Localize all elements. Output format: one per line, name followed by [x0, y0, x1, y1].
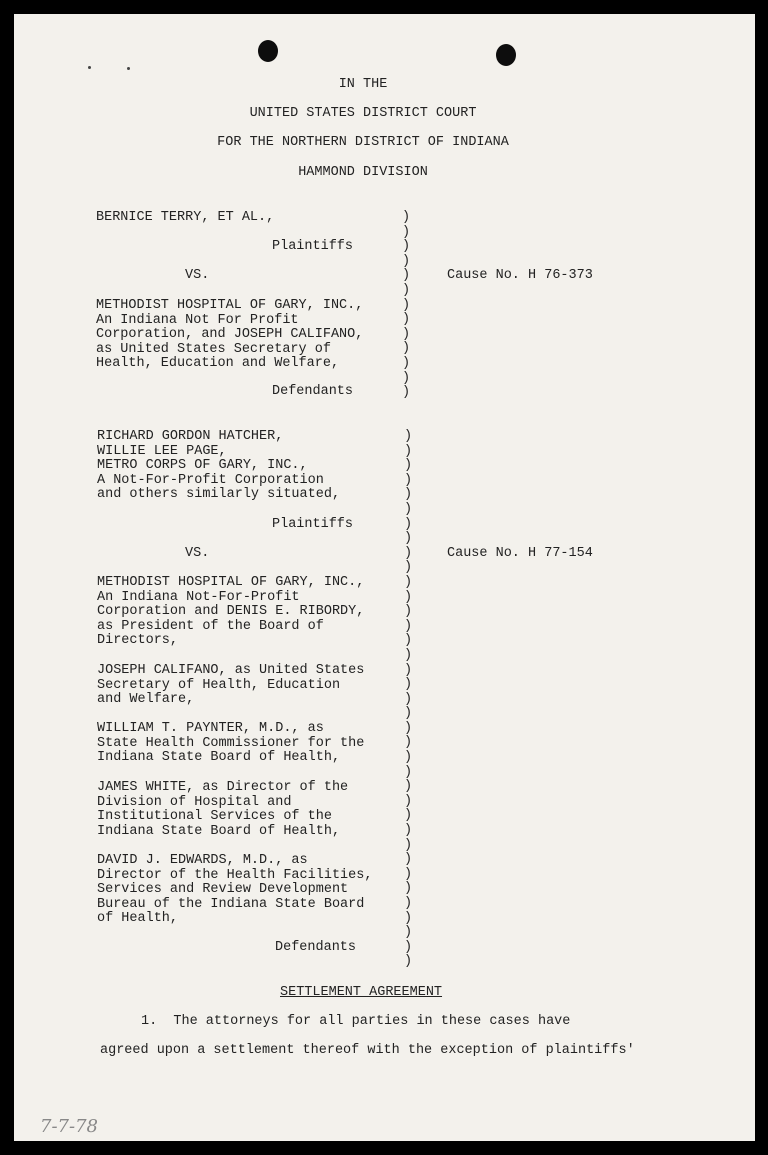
- case2-defendant-edwards: DAVID J. EDWARDS, M.D., as Director of the Health Facilities, Services and Review Development Bureau of the Indiana State Board of Health,: [97, 853, 373, 927]
- court-heading-district: FOR THE NORTHERN DISTRICT OF INDIANA: [217, 135, 509, 150]
- case1-plaintiff: BERNICE TERRY, ET AL.,: [96, 210, 275, 225]
- case2-vs: VS.: [185, 546, 210, 561]
- case1-defendants-label: Defendants: [272, 384, 354, 399]
- court-heading-name: UNITED STATES DISTRICT COURT: [249, 106, 477, 121]
- case2-defendant-methodist: METHODIST HOSPITAL OF GARY, INC., An Indiana Not-For-Profit Corporation and DENIS E. RIBORDY, as President of the Board of Directors,: [97, 575, 365, 649]
- settlement-paragraph-line1: 1. The attorneys for all parties in these cases have: [141, 1014, 571, 1029]
- punch-hole: [496, 44, 516, 66]
- court-heading-division: HAMMOND DIVISION: [298, 165, 428, 180]
- case1-cause-number: Cause No. H 76-373: [447, 268, 593, 283]
- case2-defendant-califano: JOSEPH CALIFANO, as United States Secretary of Health, Education and Welfare,: [97, 663, 365, 708]
- case2-defendants-label: Defendants: [275, 940, 357, 955]
- speck: [127, 67, 130, 70]
- case2-defendant-white: JAMES WHITE, as Director of the Division of Hospital and Institutional Services of the Indiana State Board of Health,: [97, 780, 349, 839]
- case2-plaintiffs-label: Plaintiffs: [272, 517, 354, 532]
- case2-plaintiffs: RICHARD GORDON HATCHER, WILLIE LEE PAGE, METRO CORPS OF GARY, INC., A Not-For-Profit Corporation and others similarly situated,: [97, 429, 341, 503]
- case1-caption-parens: ) ) ) ) ) ) ) ) ) ) ) ) ): [402, 210, 411, 401]
- case1-plaintiffs-label: Plaintiffs: [272, 239, 354, 254]
- case2-cause-number: Cause No. H 77-154: [447, 546, 593, 561]
- handwritten-date: 7-7-78: [40, 1116, 98, 1137]
- settlement-paragraph-line2: agreed upon a settlement thereof with the exception of plaintiffs': [100, 1043, 635, 1058]
- settlement-title: SETTLEMENT AGREEMENT: [280, 985, 443, 1000]
- speck: [88, 66, 91, 69]
- case1-defendants: METHODIST HOSPITAL OF GARY, INC., An Indiana Not For Profit Corporation, and JOSEPH CALIFANO, as United States Secretary of Health, Education and Welfare,: [96, 298, 364, 372]
- case2-caption-parens: ) ) ) ) ) ) ) ) ) ) ) ) ) ) ) ) ) ) ) ) ) ) ) ) ) ) ) ) ) ) ) ) ) ) ) ) ): [404, 429, 413, 970]
- court-heading-in-the: IN THE: [338, 77, 388, 92]
- document-page: [14, 14, 755, 1141]
- case1-vs: VS.: [185, 268, 210, 283]
- punch-hole: [258, 40, 278, 62]
- case2-defendant-paynter: WILLIAM T. PAYNTER, M.D., as State Health Commissioner for the Indiana State Board of Health,: [97, 721, 365, 766]
